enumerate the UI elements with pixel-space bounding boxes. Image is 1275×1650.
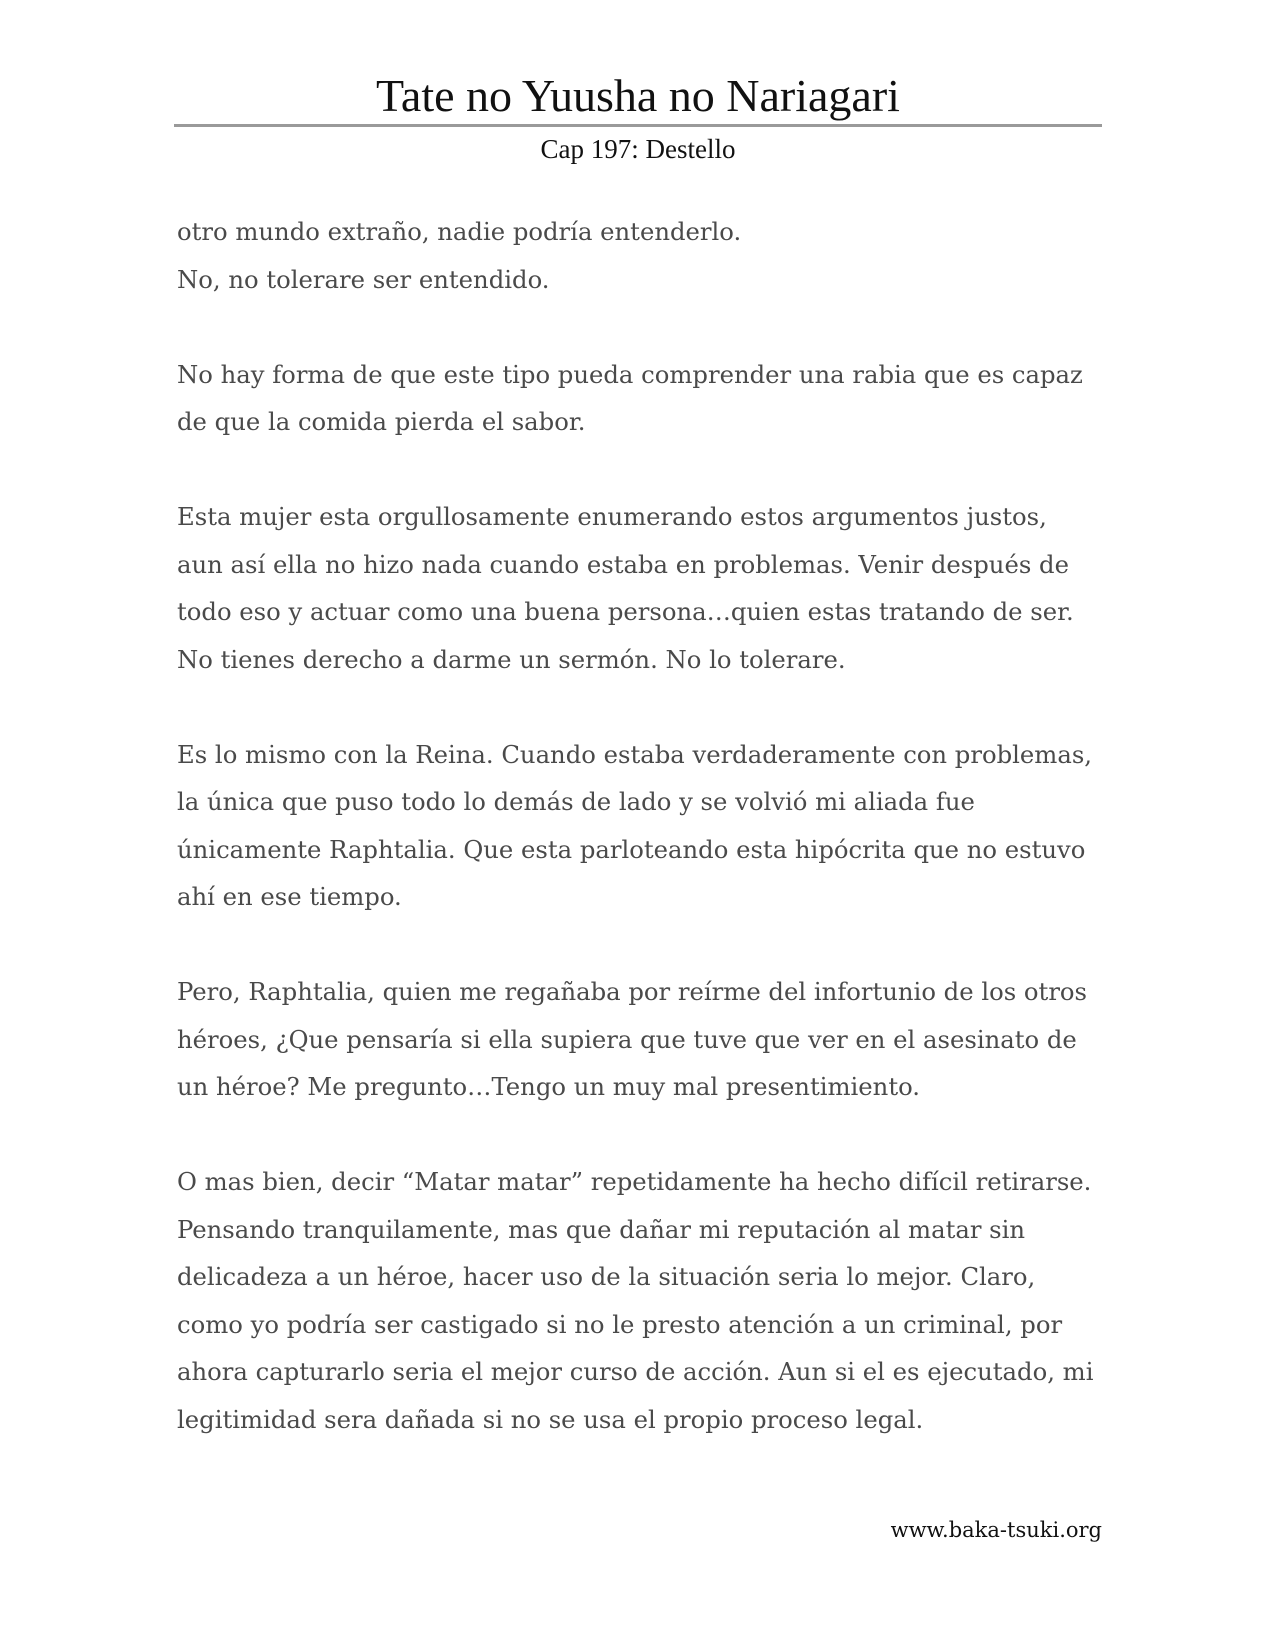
paragraph: [177, 493, 1107, 683]
text-line: Pensando tranquilamente, mas que dañar mi reputación al matar sin: [177, 1214, 1026, 1244]
text-line: como yo podría ser castigado si no le presto atención a un criminal, por: [177, 1309, 1063, 1339]
text-line: No hay forma de que este tipo pueda comprender una rabia que es capaz: [177, 359, 1083, 389]
text-line: delicadeza a un héroe, hacer uso de la situación seria lo mejor. Claro,: [177, 1262, 1036, 1291]
text-line: aun así ella no hizo nada cuando estaba en problemas. Venir después de: [177, 549, 1069, 579]
footer-url: www.baka-tsuki.org: [890, 1518, 1102, 1542]
chapter-subtitle: Cap 197: Destello: [540, 134, 736, 164]
text-line: héroes, ¿Que pensaría si ella supiera que tuve que ver en el asesinato de: [177, 1024, 1077, 1054]
text-line: Pero, Raphtalia, quien me regañaba por reírme del infortunio de los otros: [177, 977, 1088, 1006]
text-line: legitimidad sera dañada si no se usa el propio proceso legal.: [177, 1404, 924, 1434]
text-line: un héroe? Me pregunto…Tengo un muy mal presentimiento.: [177, 1072, 921, 1101]
paragraph: [177, 1158, 1107, 1443]
text-line: No tienes derecho a darme un sermón. No lo tolerare.: [177, 644, 846, 674]
text-line: O mas bien, decir “Matar matar” repetidamente ha hecho difícil retirarse.: [177, 1167, 1092, 1196]
text-line: la única que puso todo lo demás de lado y se volvió mi aliada fue: [177, 787, 975, 816]
text-line: Esta mujer esta orgullosamente enumerando estos argumentos justos,: [177, 502, 1047, 531]
text-line: otro mundo extraño, nadie podría entenderlo.: [177, 217, 742, 246]
paragraph: [177, 208, 1107, 303]
text-line: ahí en ese tiempo.: [177, 882, 402, 911]
document-title: Tate no Yuusha no Nariagari: [376, 70, 900, 121]
text-line: todo eso y actuar como una buena persona…quien estas tratando de ser.: [177, 597, 1074, 626]
text-line: de que la comida pierda el sabor.: [177, 407, 586, 436]
paragraph: [177, 351, 1107, 446]
text-line: No, no tolerare ser entendido.: [177, 264, 550, 294]
page-header: [174, 68, 1102, 171]
text-line: únicamente Raphtalia. Que esta parloteando esta hipócrita que no estuvo: [177, 834, 1086, 864]
body-text: [177, 208, 1107, 1491]
text-line: Es lo mismo con la Reina. Cuando estaba verdaderamente con problemas,: [177, 739, 1093, 769]
paragraph: [177, 968, 1107, 1111]
paragraph: [177, 731, 1107, 921]
text-line: ahora capturarlo seria el mejor curso de acción. Aun si el es ejecutado, mi: [177, 1357, 1094, 1386]
